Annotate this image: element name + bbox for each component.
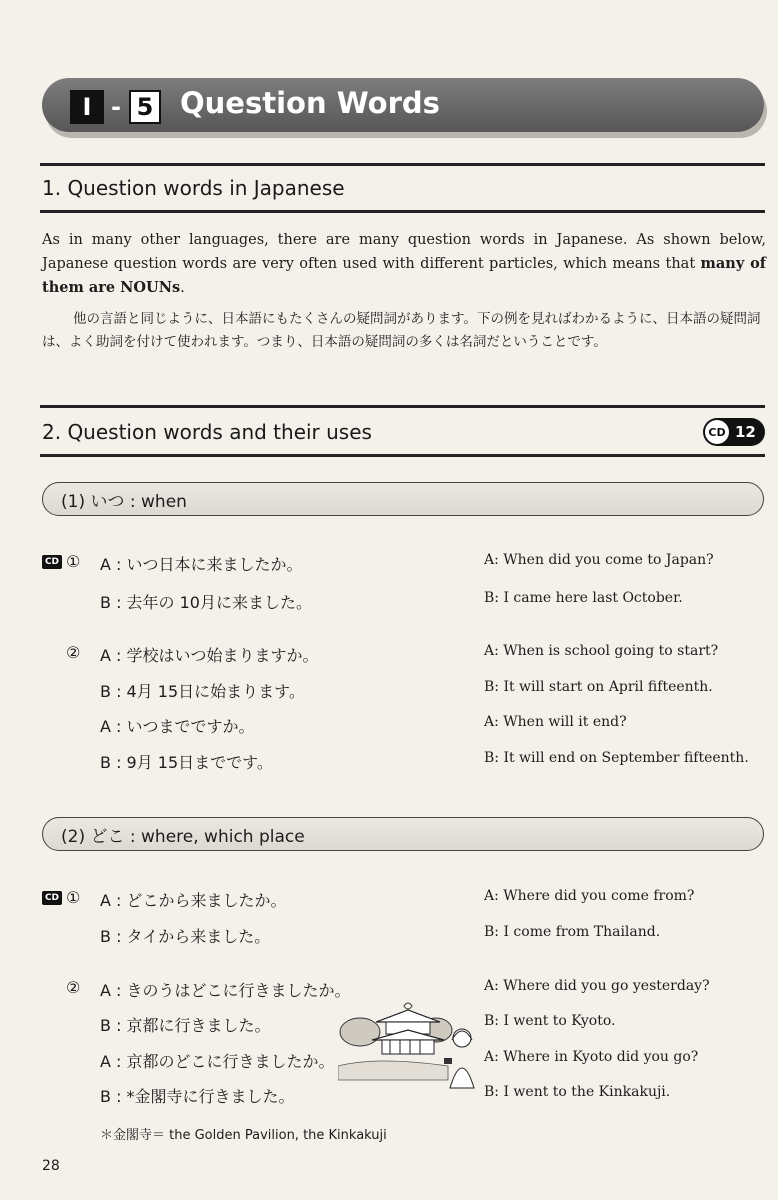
example-number: ② <box>66 643 81 662</box>
dialogue-jp: B : *金閣寺に行きました。 <box>100 1087 295 1106</box>
dialogue-jp: A : きのうはどこに行きましたか。 <box>100 981 351 1000</box>
section2-title: 2. Question words and their uses <box>42 420 372 444</box>
chapter-number-badge: 5 <box>129 90 161 124</box>
section2-bottom-rule <box>40 454 765 457</box>
kinkakuji-illustration <box>338 1000 478 1090</box>
dialogue-jp: B : 京都に行きました。 <box>100 1016 271 1035</box>
dialogue-en: A: Where did you come from? <box>484 888 695 904</box>
section1-top-rule <box>40 163 765 166</box>
dialogue-en: A: When is school going to start? <box>484 643 719 659</box>
dialogue-en: A: Where did you go yesterday? <box>484 978 710 994</box>
subsection-itsu: (1) いつ : when <box>42 482 764 516</box>
cd-icon: CD <box>705 420 729 444</box>
dialogue-jp: A : いつまでですか。 <box>100 717 255 736</box>
cd-mini-icon: CD <box>42 555 62 569</box>
dialogue-en: A: Where in Kyoto did you go? <box>484 1049 699 1065</box>
footnote: ＊金閣寺＝ the Golden Pavilion, the Kinkakuji <box>100 1128 387 1143</box>
dialogue-jp: A : 学校はいつ始まりますか。 <box>100 646 319 665</box>
dialogue-en: B: It will end on September fifteenth. <box>484 750 749 766</box>
dialogue-jp: B : 9月 15日までです。 <box>100 753 273 772</box>
dialogue-en: B: I came here last October. <box>484 590 683 606</box>
subsection-doko: (2) どこ : where, which place <box>42 817 764 851</box>
dialogue-en: A: When will it end? <box>484 714 627 730</box>
dialogue-jp: A : いつ日本に来ましたか。 <box>100 555 303 574</box>
cd-track-number: 12 <box>735 423 756 441</box>
dialogue-jp: B : 4月 15日に始まります。 <box>100 682 305 701</box>
chapter-badge-dash: - <box>111 93 121 121</box>
chapter-title: Question Words <box>180 86 440 120</box>
dialogue-en: B: I went to the Kinkakuji. <box>484 1084 671 1100</box>
example-number: ② <box>66 978 81 997</box>
dialogue-jp: B : タイから来ました。 <box>100 927 271 946</box>
dialogue-jp: B : 去年の 10月に来ました。 <box>100 593 312 612</box>
dialogue-en: B: I come from Thailand. <box>484 924 661 940</box>
section1-paragraph-en: As in many other languages, there are many question words in Japanese. As shown below, Japanese question words are very often used with different particles, which means that many of them are NOUNs. <box>42 232 766 296</box>
nouns-emphasis: many of them are NOUNs <box>42 255 766 296</box>
cd-track-badge <box>703 418 765 446</box>
dialogue-jp: A : どこから来ましたか。 <box>100 891 287 910</box>
page-number: 28 <box>42 1158 60 1174</box>
example-number: ① <box>66 888 81 907</box>
section2-top-rule <box>40 405 765 408</box>
dialogue-en: B: I went to Kyoto. <box>484 1013 616 1029</box>
cd-mini-icon: CD <box>42 891 62 905</box>
section1-bottom-rule <box>40 210 765 213</box>
section1-title: 1. Question words in Japanese <box>42 176 345 200</box>
section1-paragraph-jp: 他の言語と同じように、日本語にもたくさんの疑問詞があります。下の例を見ればわかるように、日本語の疑問詞は、よく助詞を付けて使われます。つまり、日本語の疑問詞の多くは名詞だということです。 <box>42 311 761 350</box>
dialogue-en: B: It will start on April fifteenth. <box>484 679 713 695</box>
dialogue-jp: A : 京都のどこに行きましたか。 <box>100 1052 335 1071</box>
chapter-roman-badge: I <box>70 90 104 124</box>
dialogue-en: A: When did you come to Japan? <box>484 552 714 568</box>
example-number: ① <box>66 552 81 571</box>
